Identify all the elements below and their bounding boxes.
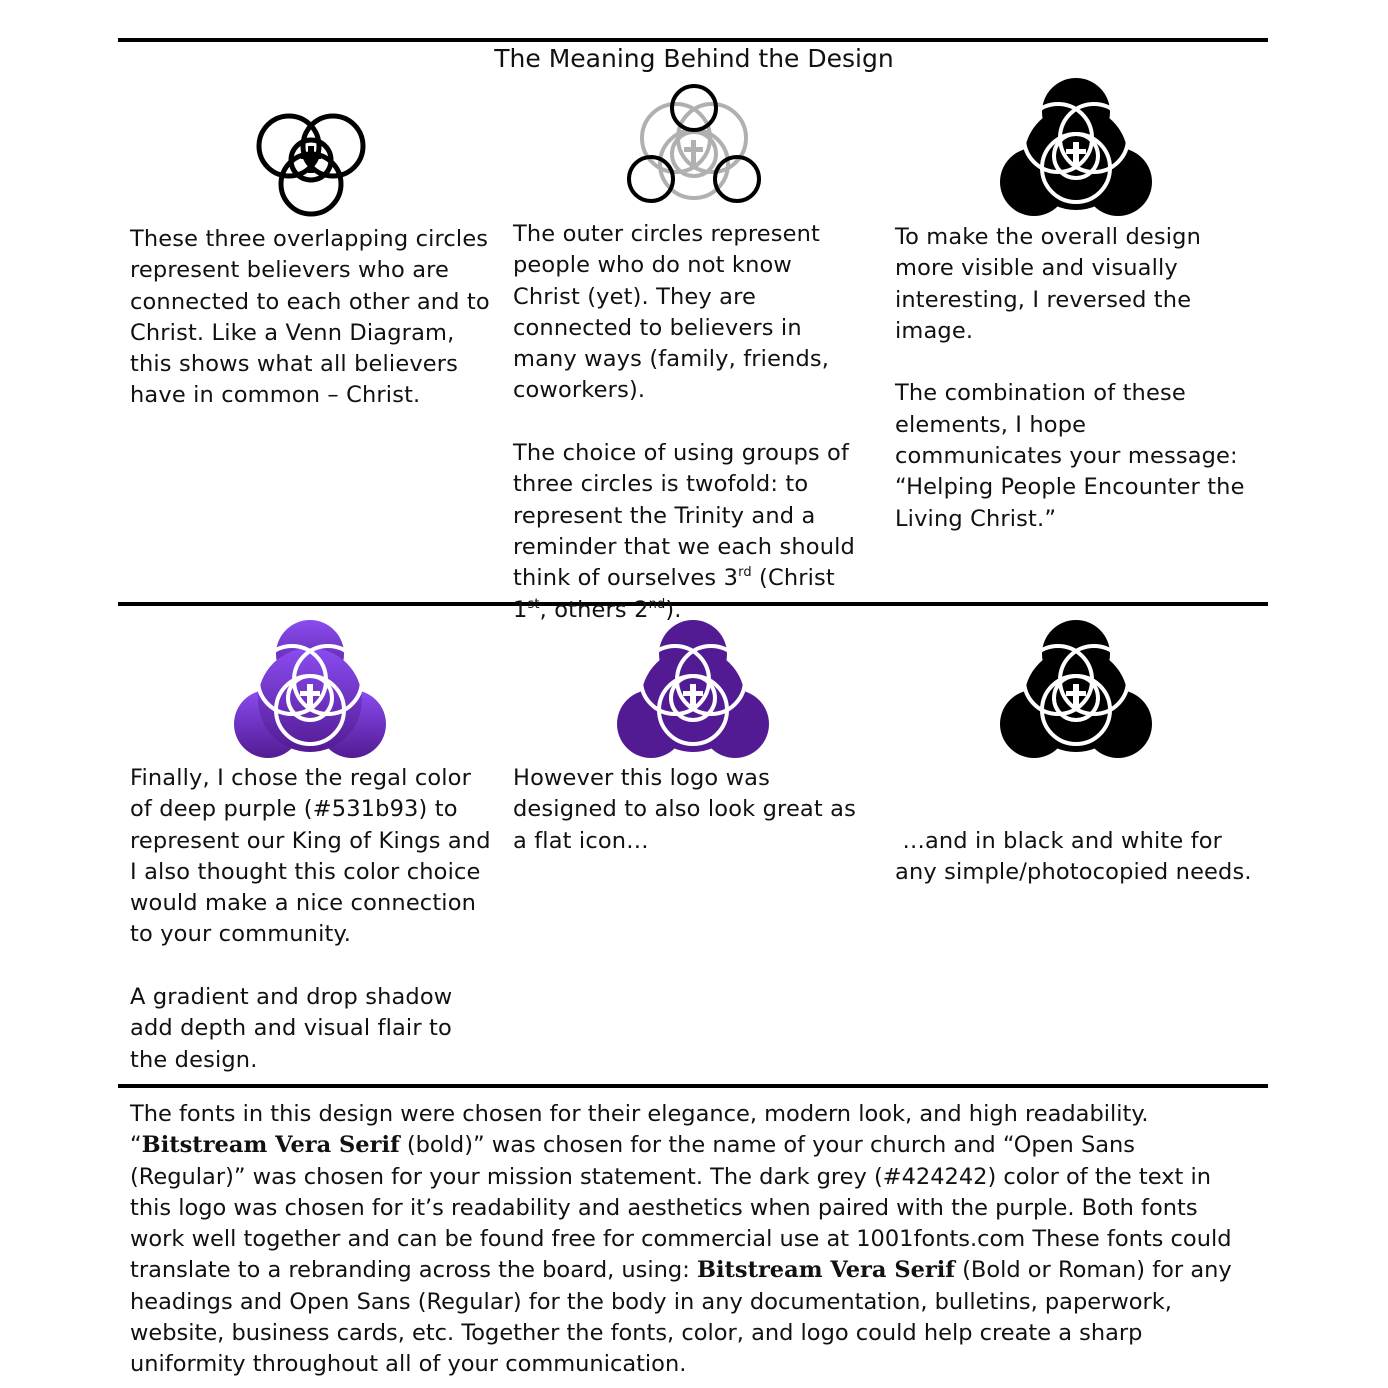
trinity-circles-icon [624,82,764,210]
flat-icon-paragraph: However this logo was designed to also look great as a flat icon… [513,765,856,854]
outer-circles-description [513,219,863,626]
purple-flat-emblem-icon [617,618,769,764]
venn-paragraph: These three overlapping circles represent believers who are connected to each other and to Christ. Like a Venn Diagram, this shows what all believers have in common – Christ. [130,226,490,409]
font-name-highlight: Bitstream Vera Serif [696,1257,955,1284]
message-paragraph: The combination of these elements, I hope communicates your message: “Helping People Encounter the Living Christ.” [895,380,1245,532]
black-white-description [895,763,1255,919]
purple-gradient-emblem-icon [234,618,386,764]
top-divider [118,38,1268,42]
purple-paragraph: Finally, I chose the regal color of deep purple (#531b93) to represent our King of Kings and I also thought this color choice would make a nice connection to your community. [130,765,491,948]
venn-description [130,224,490,412]
black-emblem-icon [1000,618,1152,764]
gradient-paragraph: A gradient and drop shadow add depth and visual flair to the design. [130,984,453,1073]
bottom-divider [118,1084,1268,1088]
font-name-highlight: Bitstream Vera Serif [141,1132,400,1159]
trinity-paragraph: The choice of using groups of three circles is twofold: to represent the Trinity and a reminder that we each should think of ourselves 3rd (Christ 1st, others 2nd). [513,440,855,623]
venn-circles-icon [255,108,367,220]
purple-description [130,763,492,1076]
cross-emblem-icon [1000,76,1152,222]
reversed-paragraph: To make the overall design more visible and visually interesting, I reversed the image. [895,224,1202,344]
outer-circles-paragraph: The outer circles represent people who do not know Christ (yet). They are connected to believers in many ways (family, friends, coworkers). [513,221,830,404]
black-white-paragraph: …and in black and white for any simple/photocopied needs. [895,827,1252,885]
flat-icon-description [513,763,868,857]
reversed-description [895,222,1255,535]
fonts-explanation: The fonts in this design were chosen for their elegance, modern look, and high readability. “Bitstream Vera Serif (bold)” was chosen for the name of your church and “Open Sans (Regular)” was chosen for your mission statement. The dark grey (#424242) color of the text in this logo was chosen for it’s readability and aesthetics when paired with the purple. Both fonts work well together and can be found free for commercial use at 1001fonts.com These fonts could translate to a rebranding across the board, using: Bitstream Vera Serif (Bold or Roman) for any headings and Open Sans (Regular) for the body in any documentation, bulletins, paperwork, website, business cards, etc. Together the fonts, color, and logo could help create a sharp uniformity throughout all of your communication. [130,1101,1232,1378]
page-title: The Meaning Behind the Design [494,44,894,73]
